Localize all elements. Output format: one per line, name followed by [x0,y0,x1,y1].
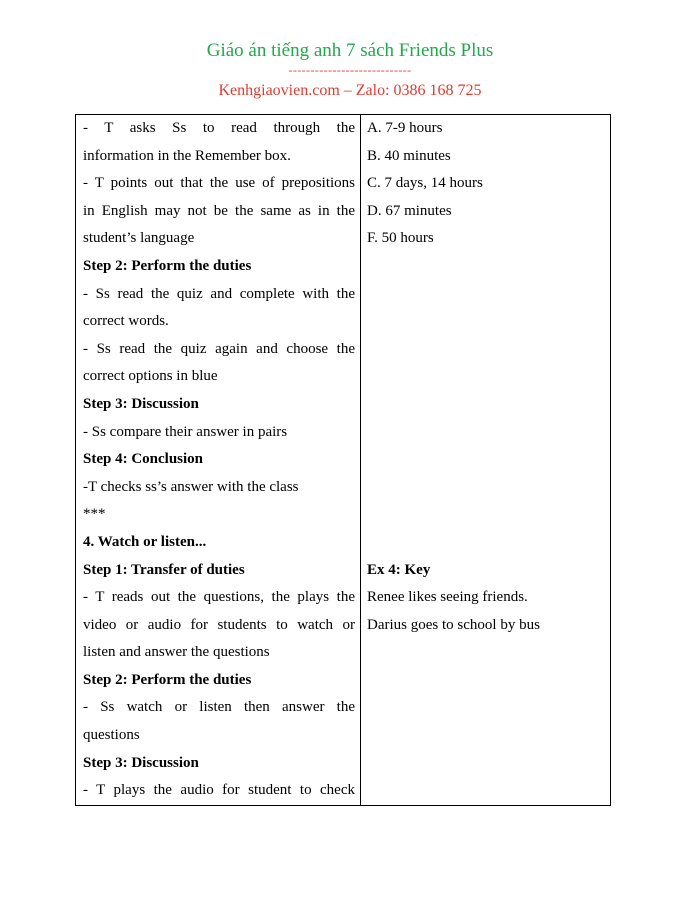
activity-line: - Ss watch or listen then answer the [83,699,355,716]
step-heading: Step 2: Perform the duties [83,257,252,274]
ex4-key-line: Darius goes to school by bus [367,616,540,633]
blank-line [367,474,604,502]
activity-line: - T plays the audio for student to check [83,782,355,799]
step-heading: Step 4: Conclusion [83,451,204,468]
activity-line: -T checks ss’s answer with the class [83,478,299,495]
answer-line: F. 50 hours [367,230,434,247]
answer-line: D. 67 minutes [367,202,452,219]
activity-line: - Ss read the quiz and complete with the [83,285,355,302]
blank-line [367,501,604,529]
answer-line: B. 40 minutes [367,147,451,164]
step-heading: Step 2: Perform the duties [83,671,252,688]
header-divider: ---------------------------- [288,63,412,77]
ex4-key-heading: Ex 4: Key [367,561,431,578]
step-heading: Step 3: Discussion [83,754,199,771]
blank-line [367,336,604,364]
blank-line [367,529,604,557]
activity-line: - Ss read the quiz again and choose the [83,340,355,357]
activity-line: - Ss compare their answer in pairs [83,423,288,440]
activity-line: - T points out that the use of prepositions [83,175,355,192]
activity-line: - T reads out the questions, the plays the [83,589,355,606]
ex4-key-line: Renee likes seeing friends. [367,589,528,606]
activity-line: in English may not be the same as in the [83,202,355,219]
activity-line: questions [83,727,140,744]
activity-column [76,115,361,805]
activity-line: correct words. [83,313,169,330]
blank-line [367,363,604,391]
page-header [0,38,700,102]
activity-line: listen and answer the questions [83,644,270,661]
blank-line [367,308,604,336]
document-title: Giáo án tiếng anh 7 sách Friends Plus [206,40,494,61]
contact-line: Kenhgiaovien.com – Zalo: 0386 168 725 [218,82,482,99]
blank-line [367,253,604,281]
activity-line: *** [83,506,106,523]
activity-line: information in the Remember box. [83,147,291,164]
answer-line: C. 7 days, 14 hours [367,175,483,192]
blank-line [367,391,604,419]
activity-line: student’s language [83,230,195,247]
activity-line: video or audio for students to watch or [83,616,355,633]
blank-line [367,446,604,474]
activity-line: - T asks Ss to read through the [83,120,355,136]
answer-line: A. 7-9 hours [367,120,443,136]
activity-line: correct options in blue [83,368,218,385]
blank-line [367,281,604,309]
answer-column [361,115,610,805]
step-heading: Step 1: Transfer of duties [83,561,245,578]
step-heading: 4. Watch or listen... [83,533,207,550]
step-heading: Step 3: Discussion [83,395,199,412]
blank-line [367,419,604,447]
lesson-table [75,114,611,806]
